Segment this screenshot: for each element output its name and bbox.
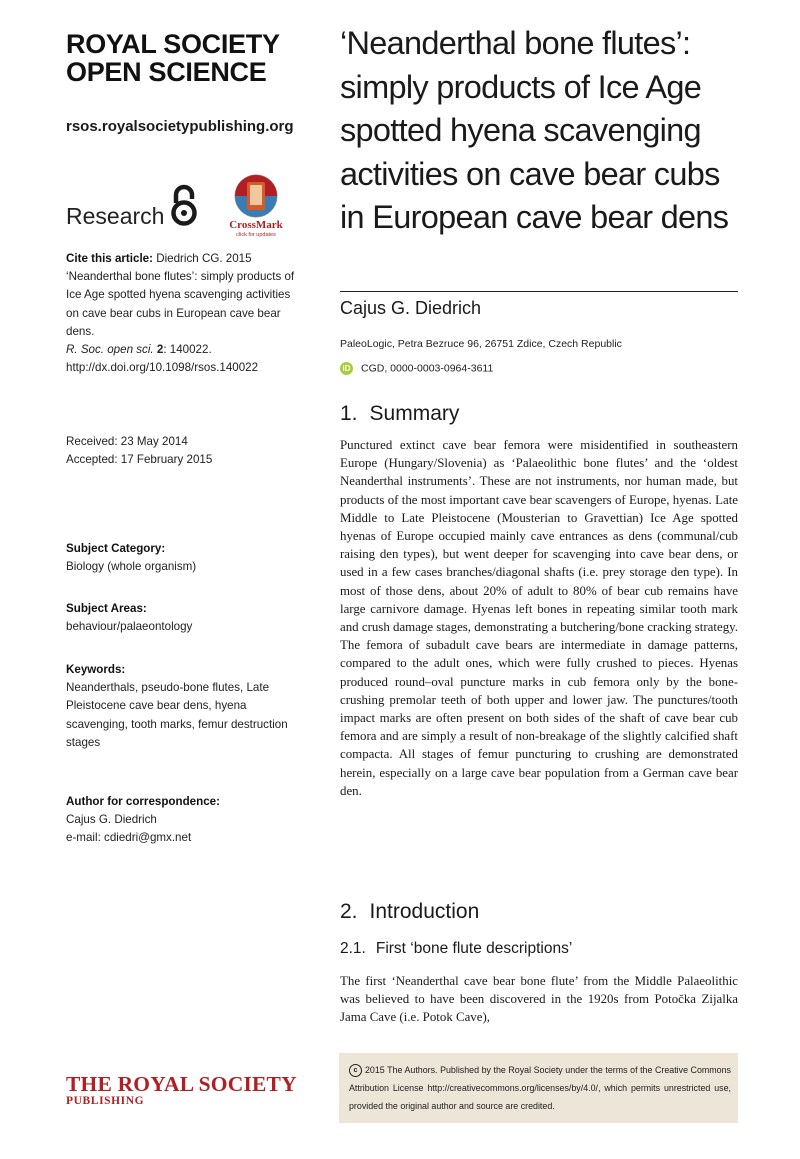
orcid-text: CGD, 0000-0003-0964-3611: [361, 362, 494, 375]
crossmark-icon: [228, 173, 284, 219]
license-box: [339, 1053, 738, 1123]
subsection-title: First ‘bone flute descriptions’: [375, 940, 573, 957]
subject-category: [66, 540, 302, 576]
introduction-paragraph: The first ‘Neanderthal cave bear bone flute’ from the Middle Palaeolithic was believed to have been discovered in the 1920s from Potočka Zijalka Jama Cave (i.e. Potok Cave),: [340, 974, 738, 1025]
correspondence-label: Author for correspondence:: [66, 795, 220, 808]
crossmark-label: CrossMark: [229, 219, 283, 231]
summary-number: 1.: [340, 402, 358, 425]
title-line: simply products of Ice Age: [340, 68, 702, 105]
orcid-icon: iD: [340, 362, 353, 375]
email-link[interactable]: cdiedri@gmx.net: [104, 831, 192, 845]
citation-pages: : 140022.: [163, 343, 212, 357]
keywords-label: Keywords:: [66, 663, 126, 676]
crossmark-sublabel: click for updates: [236, 232, 276, 238]
keywords-value: Neanderthals, pseudo-bone flutes, Late Pleistocene cave bear dens, hyena scavenging, tooth marks, femur destruction stages: [66, 681, 288, 749]
received-date: Received: 23 May 2014: [66, 435, 188, 448]
citation-label: Cite this article:: [66, 252, 153, 265]
subsection-number: 2.1.: [340, 940, 366, 957]
subject-areas-value: behaviour/palaeontology: [66, 620, 193, 634]
publisher-logo-line1: THE ROYAL SOCIETY: [66, 1072, 297, 1096]
email-label: e-mail:: [66, 831, 105, 845]
introduction-heading: [340, 900, 479, 924]
summary-heading: [340, 402, 459, 426]
keywords: [66, 661, 302, 752]
publisher-logo-line2: PUBLISHING: [66, 1095, 145, 1107]
accepted-date: Accepted: 17 February 2015: [66, 453, 213, 467]
crossmark-badge[interactable]: [228, 173, 284, 243]
journal-name-line2: OPEN SCIENCE: [66, 57, 267, 87]
introduction-title: Introduction: [369, 900, 480, 923]
journal-website-link[interactable]: rsos.royalsocietypublishing.org: [66, 118, 294, 135]
citation-doi-link[interactable]: http://dx.doi.org/10.1098/rsos.140022: [66, 361, 259, 375]
correspondence-name: Cajus G. Diedrich: [66, 813, 157, 827]
citation-journal: R. Soc. open sci.: [66, 343, 154, 357]
title-line: spotted hyena scavenging: [340, 112, 701, 148]
dates-block: [66, 433, 302, 469]
subject-category-label: Subject Category:: [66, 542, 166, 555]
subject-category-value: Biology (whole organism): [66, 560, 197, 574]
license-text: 2015 The Authors. Published by the Royal Society under the terms of the Creative Commons Attribution License http://creativecommons.org/licenses/by/4.0/, which permits unrestricted use, provided the original author and source are credited.: [349, 1065, 731, 1111]
journal-name-line1: ROYAL SOCIETY: [66, 29, 280, 59]
correspondence-block: [66, 793, 302, 848]
copyright-icon: c: [349, 1064, 362, 1077]
license-text-block: [349, 1061, 731, 1115]
article-type: Research: [66, 203, 165, 229]
subject-areas-label: Subject Areas:: [66, 602, 147, 615]
title-line: activities on cave bear cubs: [340, 155, 720, 192]
summary-paragraph: Punctured extinct cave bear femora were misidentified in southeastern Europe (Hungary/Slovenia) as ‘Palaeolithic bone flutes’ and the ‘oldest Neanderthal instruments’. These are not instruments, nor human made, but products of the most important cave bear scavengers of Europe, hyenas. Late Middle to Late Pleistocene (Mousterian to Gravettian) Ice Age spotted hyenas of Europe occupied mainly cave entrances as dens (communal/cub raising den types), but went deeper for scavenging into cave bear dens, or used in a few cases branches/diagonal shafts (i.e. prey storage den type). In most of those dens, about 20% of adult to 80% of bear cub remains have large carnivore damage. Hyenas left bones in repeating similar tooth mark and crush damage stages, demonstrating a butchering/bone cracking strategy. The femora of subadult cave bears are intermediate in damage patterns, compared to the adult ones, which were fully crushed to pieces. Hyenas produced round–oval puncture marks in cub femora only by the bone-crushing premolar teeth of both upper and lower jaw. The punctures/tooth impact marks are often present on both sides of the shaft of cave bear cub femora and are simply a result of non-breakage of the slightly calcified shaft compacta. All stages of femur puncturing to crushing are demonstrated herein, especially on a large cave bear population from a German cave bear den.: [340, 438, 738, 798]
citation-text: Diedrich CG. 2015 ‘Neanderthal bone flutes’: simply products of Ice Age spotted hyena scavenging activities on cave bear cubs in European cave bear dens.: [66, 252, 295, 338]
summary-title: Summary: [369, 402, 460, 425]
subject-areas: [66, 600, 302, 636]
citation-block: [66, 250, 302, 377]
author-name: Cajus G. Diedrich: [340, 298, 482, 318]
citation-volume: 2: [156, 343, 164, 357]
subsection-heading: [340, 940, 572, 958]
article-title: [340, 22, 740, 240]
title-divider: [340, 291, 738, 292]
introduction-number: 2.: [340, 900, 358, 923]
journal-name: [66, 30, 316, 86]
publisher-logo[interactable]: [66, 1072, 297, 1107]
author-affiliation: PaleoLogic, Petra Bezruce 96, 26751 Zdice, Czech Republic: [340, 338, 622, 350]
title-line: ‘Neanderthal bone flutes’:: [340, 25, 691, 61]
open-access-icon: [168, 183, 200, 227]
title-line: in European cave bear dens: [340, 199, 729, 235]
orcid-line[interactable]: [340, 362, 493, 375]
